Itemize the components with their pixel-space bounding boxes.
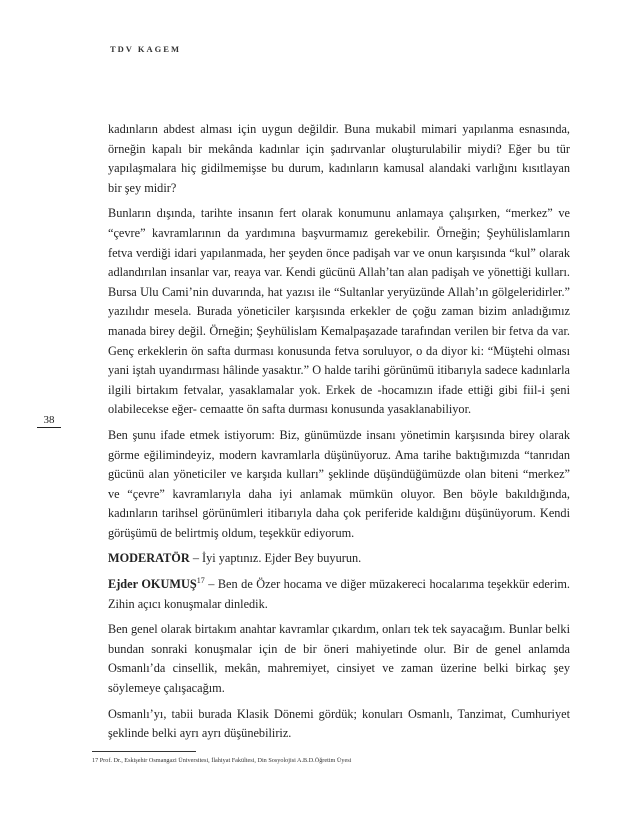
moderator-paragraph [108, 549, 570, 569]
footnote-ref: 17 [196, 575, 205, 585]
running-head: TDV KAGEM [110, 44, 181, 54]
speaker-name: Ejder OKUMUŞ [108, 577, 197, 592]
paragraph-text: kadınların abdest alması için uygun değildir. Buna mukabil mimari yapılanma esnasında, örneğin kapalı bir mekânda kadınlar için şadırvanlar oluşturulabilir miydi? Eğer bu tür yapılaşmalara hiç gidilmemişse bu durum, kadınların kamusal alandaki varlığını kısıtlayan bir şey midir? [108, 122, 570, 195]
paragraph-text: – İyi yaptınız. Ejder Bey buyurun. [189, 551, 362, 566]
paragraph-text: Ben genel olarak birtakım anahtar kavramlar çıkardım, onları tek tek sayacağım. Bunlar belki bundan sonraki konuşmalar için de bir öneri mahiyetinde olur. Bir de genel anlamda Osmanlı’da cinsellik, mekân, mahremiyet, cinsiyet ve zaman üzerine belki birkaç şey söylemeye çalışacağım. [108, 622, 570, 696]
footnote-divider [92, 751, 196, 752]
paragraph-text: – Ben de Özer hocama ve diğer müzakereci hocalarıma teşekkür ederim. Zihin açıcı konuşmalar dinledik. [108, 577, 570, 611]
paragraph [108, 204, 570, 420]
paragraph [108, 426, 570, 544]
speaker-paragraph [108, 575, 570, 614]
paragraph [108, 705, 570, 744]
paragraph-text: Bunların dışında, tarihte insanın fert olarak konumunu anlamaya çalışırken, “merkez” ve “çevre” kavramlarının da yardımına başvurmamız gerekebilir. Örneğin; Şeyhülislamların fetva verdiği idari yapılanmada, her şeyden önce padişah var ve onun karşısında “kul” olarak adlandırılan insanlar var, reaya var. Kendi gücünü Allah’tan alan padişah ve yönettiği kulları. Bursa Ulu Cami’nin duvarında, hat yazısı ile “Sultanlar yeryüzünde Allah’ın gölgeleridirler.” yazılıdır mesela. Burada yöneticiler karşısında erkekler de çoğu zaman bizim anladığımız manada birey değil. Örneğin; Şeyhülislam Kemalpaşazade tarafından verilen bir fetva da var. Genç erkeklerin ön safta durması konusunda fetva soruluyor, o da diyor ki: “Müştehi olması yani iştah uyandırması hâlinde yasaktır.” O halde tarihi görünümü itibarıyla sadece kadınlarla ilgili birtakım fetvalar, yasaklamalar yok. Erkek de -hocamızın ifade ettiği gibi fiil-i şeni olabilecekse eğer- cemaatte ön safta durması konusunda yasaklanabiliyor. [108, 206, 570, 417]
paragraph-text: Osmanlı’yı, tabii burada Klasik Dönemi gördük; konuları Osmanlı, Tanzimat, Cumhuriyet şeklinde belki ayrı ayrı düşünebiliriz. [108, 706, 570, 741]
paragraph-text: Ben şunu ifade etmek istiyorum: Biz, günümüzde insanı yönetimin karşısında birey olarak görme eğilimindeyiz, modern kavramlarla düşünüyoruz. Ama tarihe baktığımızda “tanrıdan gücünü alan yöneticiler ve karşıda kulları” şeklinde düşündüğümüzde olan biteni “merkez” ve “çevre” kavramlarıyla daha iyi anlamak mümkün oluyor. Ben böyle bakıldığında, kadınların tarihsel görünümleri itibarıyla daha çok periferide kaldığını düşünüyorum. Kendi görüşümü de belirtmiş oldum, teşekkür ediyorum. [108, 427, 570, 540]
paragraph [108, 620, 570, 698]
footnote: 17 Prof. Dr., Eskişehir Osmangazi Üniversitesi, İlahiyat Fakültesi, Din Sosyolojisi A.B.D.Öğretim Üyesi [92, 757, 352, 764]
speaker-name: MODERATÖR [108, 551, 190, 566]
paragraph [108, 120, 570, 198]
page-number: 38 [37, 414, 61, 428]
body-text [108, 120, 570, 750]
